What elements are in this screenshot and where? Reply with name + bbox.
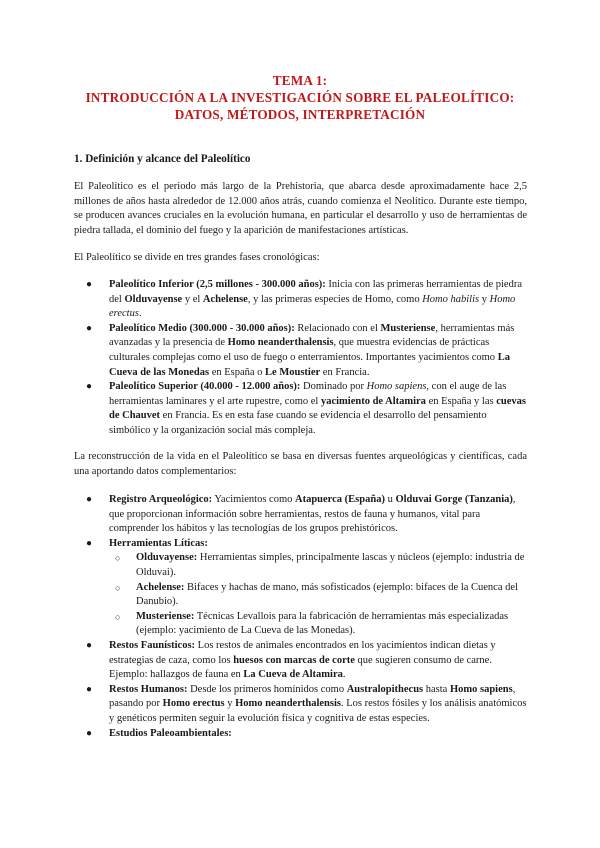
list-item-registro-arqueologico xyxy=(74,493,527,537)
bullet-icon: ● xyxy=(86,322,93,334)
bold-term: Australopithecus xyxy=(346,683,424,695)
text: Bifaces y hachas de mano, más sofisticados (ejemplo: bifaces de la Cuenca del Danubio). xyxy=(136,581,518,608)
list-item-estudios-paleoambientales xyxy=(74,727,527,742)
tools-sublist xyxy=(109,551,527,639)
bullet-icon: ● xyxy=(86,537,93,549)
list-item-paleolitico-inferior xyxy=(74,278,527,322)
bold-term: Olduvayense xyxy=(124,293,183,305)
text: . Los restos fósiles y los análisis anatómicos y genéticos permiten seguir la evolución física y cognitiva de estas especies. xyxy=(109,698,527,724)
text: Relacionado con el xyxy=(294,322,381,334)
bold-term: La Cueva de Altamira xyxy=(243,669,343,681)
bold-term: Achelense: xyxy=(136,581,185,593)
bold-term: cuevas de Chauvet xyxy=(109,395,526,422)
bold-term: La Cueva de las Monedas xyxy=(109,351,510,378)
bold-term: Homo neanderthalensis xyxy=(227,337,334,349)
text: , y las primeras especies de Homo, como xyxy=(247,293,423,305)
source-title: Herramientas Líticas: xyxy=(109,537,208,549)
text: u xyxy=(384,494,396,505)
text: Los restos de animales encontrados en los yacimientos indican dietas y estrategias de caza, como los xyxy=(109,639,496,666)
source-title: Estudios Paleoambientales: xyxy=(109,727,232,739)
text: Dominado por xyxy=(300,381,367,393)
sources-intro-paragraph: La reconstrucción de la vida en el Paleolítico se basa en diversas fuentes arqueológicas y científicas, cada una aportando datos complementarios: xyxy=(74,451,527,477)
sublist-item-achelense xyxy=(109,581,527,610)
sources-list xyxy=(74,493,527,741)
list-item-paleolitico-medio xyxy=(74,322,527,380)
section-heading: 1. Definición y alcance del Paleolítico xyxy=(74,153,251,165)
circle-bullet-icon: ○ xyxy=(115,582,121,593)
bold-term: Musteriense: xyxy=(136,610,195,622)
italic-term: Homo sapiens xyxy=(366,381,427,393)
circle-bullet-icon: ○ xyxy=(115,553,121,564)
title-line-3: DATOS, MÉTODOS, INTERPRETACIÓN xyxy=(174,107,426,122)
bullet-icon: ● xyxy=(86,381,93,393)
bold-term: huesos con marcas de corte xyxy=(233,654,355,666)
text: Desde los primeros homínidos como xyxy=(187,683,347,695)
text: Inicia con las primeras herramientas de piedra del xyxy=(109,279,522,305)
list-item-restos-faunisticos xyxy=(74,639,527,683)
text: y xyxy=(479,293,490,305)
text: , que muestra evidencias de prácticas culturales complejas como el uso de fuego o enterramientos. Importantes yacimientos como xyxy=(109,337,498,363)
text: en España o xyxy=(209,366,266,378)
sublist-item-olduvayense xyxy=(109,551,527,580)
bold-term: Olduvayense: xyxy=(136,552,198,564)
bullet-icon: ● xyxy=(86,279,93,290)
bold-term: Achelense xyxy=(202,293,248,305)
text: , con el auge de las herramientas laminares y el arte rupestre, como el xyxy=(109,381,507,407)
sublist-item-musteriense xyxy=(109,610,527,639)
text: , que proporcionan información sobre herramientas, restos de fauna y humanos, vital para comprender los hábitos y las tecnologías de los grupos prehistóricos. xyxy=(109,494,516,535)
bullet-icon: ● xyxy=(86,494,93,505)
bold-term: Homo neanderthalensis xyxy=(235,698,341,710)
text: Herramientas simples, principalmente lascas y núcleos (ejemplo: industria de Olduvai). xyxy=(136,552,525,578)
bold-term: yacimiento de Altamira xyxy=(320,395,426,407)
bold-term: Homo sapiens xyxy=(449,683,513,695)
text: . xyxy=(342,669,346,681)
phases-intro-paragraph: El Paleolítico se divide en tres grandes fases cronológicas: xyxy=(74,252,320,263)
text: y el xyxy=(182,293,203,305)
text: en Francia. xyxy=(320,366,370,378)
title-line-1: TEMA 1: xyxy=(272,73,328,88)
italic-term: Homo erectus xyxy=(109,293,516,320)
bullet-icon: ● xyxy=(86,727,93,739)
text: Yacimientos como xyxy=(212,494,295,505)
bullet-icon: ● xyxy=(86,639,93,651)
phase-title: Paleolítico Inferior (2,5 millones - 300.000 años): xyxy=(109,279,326,290)
list-item-restos-humanos xyxy=(74,683,527,727)
text: , herramientas más avanzadas y la presencia de xyxy=(109,322,515,349)
bold-term: Atapuerca (España) xyxy=(295,494,385,505)
text: y xyxy=(224,698,236,710)
source-title: Registro Arqueológico: xyxy=(109,494,213,505)
bold-term: Musteriense xyxy=(380,322,436,334)
bold-term: Olduvai Gorge (Tanzania) xyxy=(395,494,513,505)
text: que sugieren consumo de carne. Ejemplo: hallazgos de fauna en xyxy=(109,654,492,681)
italic-term: Homo habilis xyxy=(422,293,480,305)
bold-term: Homo erectus xyxy=(162,698,225,710)
text: Técnicas Levallois para la fabricación de herramientas más especializadas (ejemplo: yacimiento de La Cueva de las Monedas). xyxy=(136,610,509,637)
list-item-herramientas-liticas xyxy=(74,537,527,639)
phases-list xyxy=(74,278,527,439)
source-title: Restos Humanos: xyxy=(109,683,188,695)
circle-bullet-icon: ○ xyxy=(115,611,121,622)
phase-title: Paleolítico Medio (300.000 - 30.000 años): xyxy=(109,322,295,334)
source-title: Restos Faunísticos: xyxy=(109,639,196,651)
text: en Francia. Es en esta fase cuando se evidencia el desarrollo del pensamiento simbólico y la organización social más compleja. xyxy=(109,410,487,436)
phase-title: Paleolítico Superior (40.000 - 12.000 años): xyxy=(109,381,301,393)
bullet-icon: ● xyxy=(86,683,93,695)
list-item-paleolitico-superior xyxy=(74,380,527,438)
title-line-2: INTRODUCCIÓN A LA INVESTIGACIÓN SOBRE EL PALEOLÍTICO: xyxy=(85,90,515,105)
document-title xyxy=(40,72,560,123)
text: . xyxy=(138,308,142,320)
bold-term: Le Moustier xyxy=(265,366,321,378)
intro-paragraph: El Paleolítico es el periodo más largo de la Prehistoria, que abarca desde aproximadamente hace 2,5 millones de años hasta alrededor de 12.000 años atrás, cuando comienza el Neolítico. Durante este tiempo, se producen avances cruciales en la evolución humana, en particular el desarrollo y uso de herramientas de piedra tallada, el dominio del fuego y la aparición de manifestaciones artísticas. xyxy=(74,181,527,236)
text: hasta xyxy=(423,683,450,695)
text: , pasando por xyxy=(109,683,516,710)
text: en España y las xyxy=(425,395,497,407)
